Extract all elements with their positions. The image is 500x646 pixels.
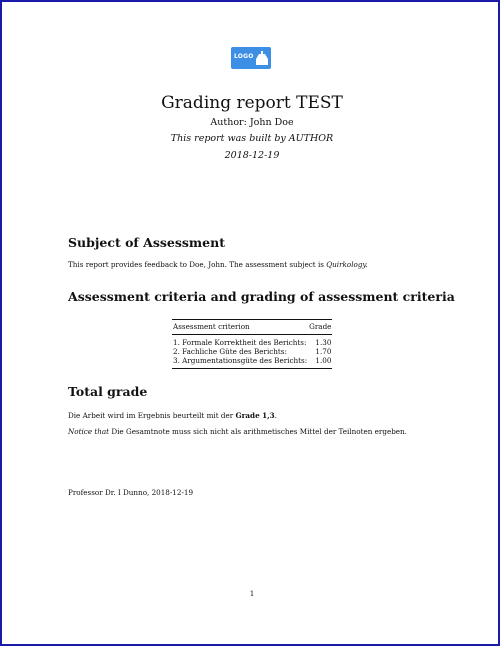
logo (231, 47, 271, 69)
built-by-line: This report was built by AUTHOR (170, 133, 334, 144)
subject-name: Quirkology. (326, 260, 368, 269)
column-header-criterion: Assessment criterion (172, 320, 308, 335)
total-grade-text: Die Arbeit wird im Ergebnis beurteilt mit der (68, 411, 236, 420)
criterion-cell: 3. Argumentationsgüte des Berichts: (172, 356, 308, 369)
subject-heading: Subject of Assessment (68, 235, 225, 250)
author-line: Author: John Doe (210, 117, 294, 128)
criterion-cell: 2. Fachliche Güte des Berichts: (173, 347, 287, 356)
table-header-row (172, 320, 332, 335)
logo-text: LOGO (234, 53, 254, 60)
logo-bag-icon (256, 51, 268, 65)
table-row (172, 335, 332, 348)
grade-cell: 1.70 (315, 347, 332, 356)
criteria-heading: Assessment criteria and grading of assessment criteria (68, 289, 455, 304)
notice-text: Die Gesamtnote muss sich nicht als arithmetisches Mittel der Teilnoten ergeben. (109, 427, 407, 436)
table-row (172, 356, 332, 369)
total-grade-period: . (274, 411, 277, 420)
subject-paragraph (68, 260, 368, 270)
criterion-cell: 1. Formale Korrektheit des Berichts: (173, 338, 307, 347)
grade-cell: 1.30 (315, 338, 332, 347)
document-title: Grading report TEST (161, 93, 343, 113)
criteria-table (172, 319, 332, 369)
grade-cell: 1.00 (308, 356, 332, 369)
title-block (2, 93, 500, 163)
total-grade-value: Grade 1,3 (235, 411, 275, 420)
table-row (172, 347, 332, 356)
signature-line: Professor Dr. I Dunno, 2018-12-19 (68, 488, 194, 497)
report-date: 2018-12-19 (224, 150, 280, 161)
page-number: 1 (249, 589, 255, 598)
column-header-grade: Grade (308, 320, 332, 335)
subject-text: This report provides feedback to Doe, John. The assessment subject is (68, 260, 327, 269)
total-grade-paragraph (68, 411, 277, 421)
notice-label: Notice that (68, 427, 110, 436)
notice-paragraph (68, 427, 407, 437)
total-grade-heading: Total grade (68, 384, 148, 399)
